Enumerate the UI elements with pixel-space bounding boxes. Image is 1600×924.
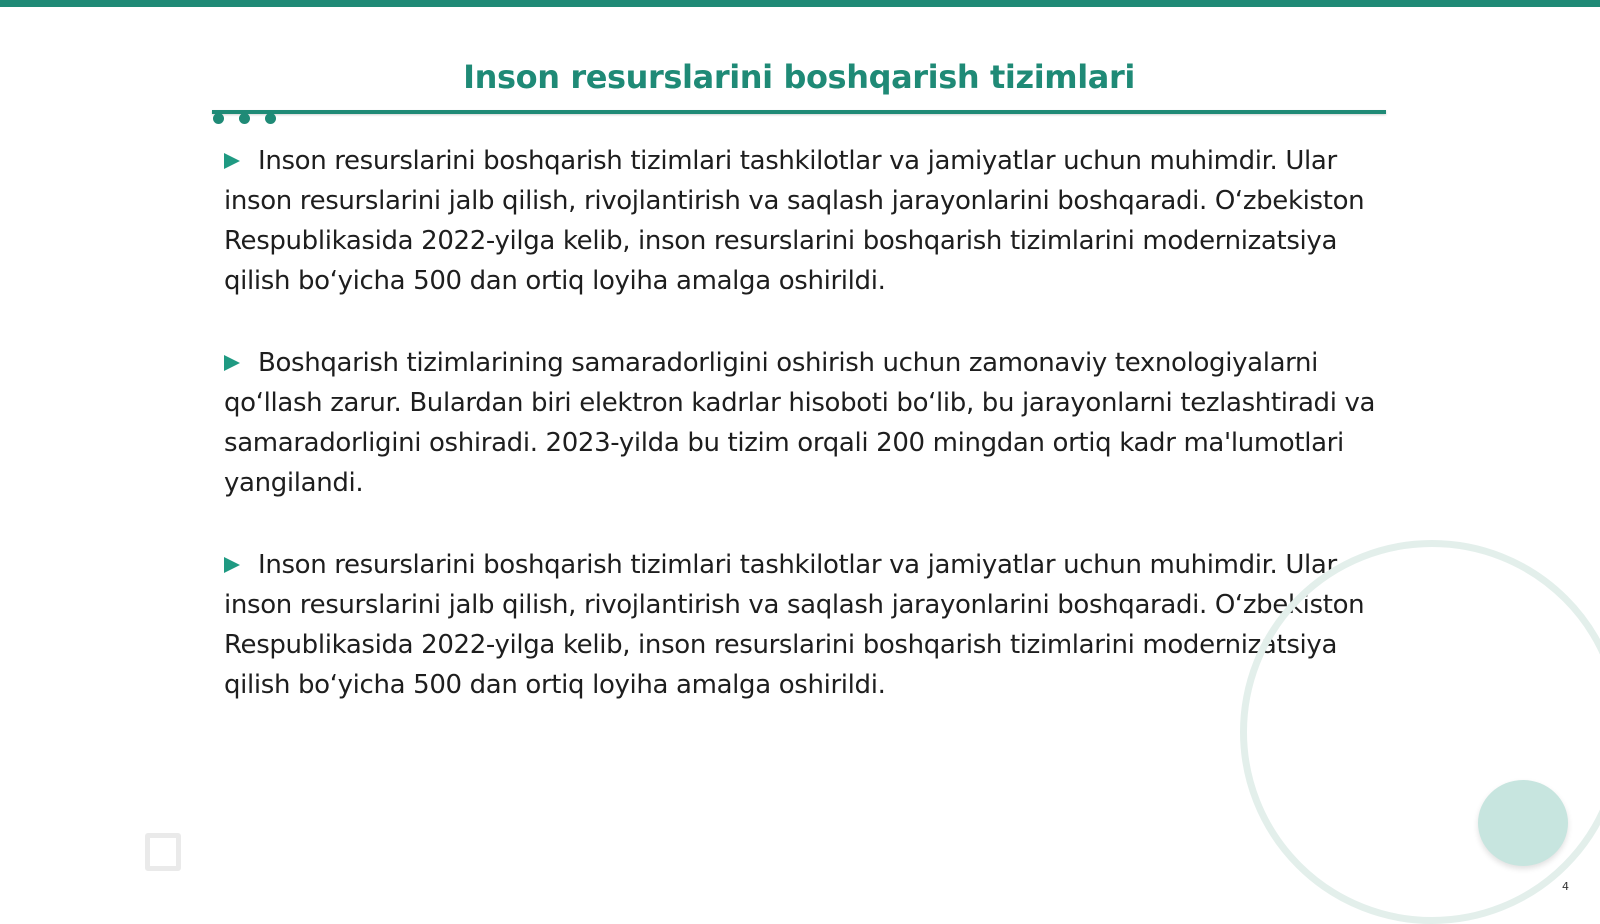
page-number: 4 [1562,880,1569,893]
bullet-paragraph-text: Inson resurslarini boshqarish tizimlari tashkilotlar va jamiyatlar uchun muhimdir. Ular inson resurslarini jalb qilish, rivojlantirish va saqlash jarayonlarini boshqaradi. O‘zbekiston Respublikasida 2022-yilga kelib, inson resurslarini boshqarish tizimlarini modernizatsiya qilish bo‘yicha 500 dan ortiq loyiha amalga oshirildi. [224,550,1365,700]
top-accent-bar [0,0,1600,7]
ring-decoration [1240,540,1600,924]
slide-title: Inson resurslarini boshqarish tizimlari [463,58,1135,96]
triangle-right-icon [224,557,240,573]
slide-content [224,141,1384,747]
square-outline-decoration [145,833,181,871]
triangle-right-icon [224,355,240,371]
bullet-paragraph [224,141,1384,301]
circle-decoration [1478,780,1568,866]
bullet-paragraph [224,545,1384,705]
bullet-paragraph-text: Inson resurslarini boshqarish tizimlari tashkilotlar va jamiyatlar uchun muhimdir. Ular inson resurslarini jalb qilish, rivojlantirish va saqlash jarayonlarini boshqaradi. O‘zbekiston Respublikasida 2022-yilga kelib, inson resurslarini boshqarish tizimlarini modernizatsiya qilish bo‘yicha 500 dan ortiq loyiha amalga oshirildi. [224,146,1365,296]
title-underline [212,110,1386,114]
triangle-right-icon [224,153,240,169]
bullet-paragraph [224,343,1384,503]
rule-dot-decoration [213,113,224,124]
bullet-paragraph-text: Boshqarish tizimlarining samaradorligini oshirish uchun zamonaviy texnologiyalarni qo‘llash zarur. Bulardan biri elektron kadrlar hisoboti bo‘lib, bu jarayonlarni tezlashtiradi va samaradorligini oshiradi. 2023-yilda bu tizim orqali 200 mingdan ortiq kadr ma'lumotlari yangilandi. [224,348,1376,498]
rule-dot-decoration [265,113,276,124]
rule-dot-decoration [239,113,250,124]
